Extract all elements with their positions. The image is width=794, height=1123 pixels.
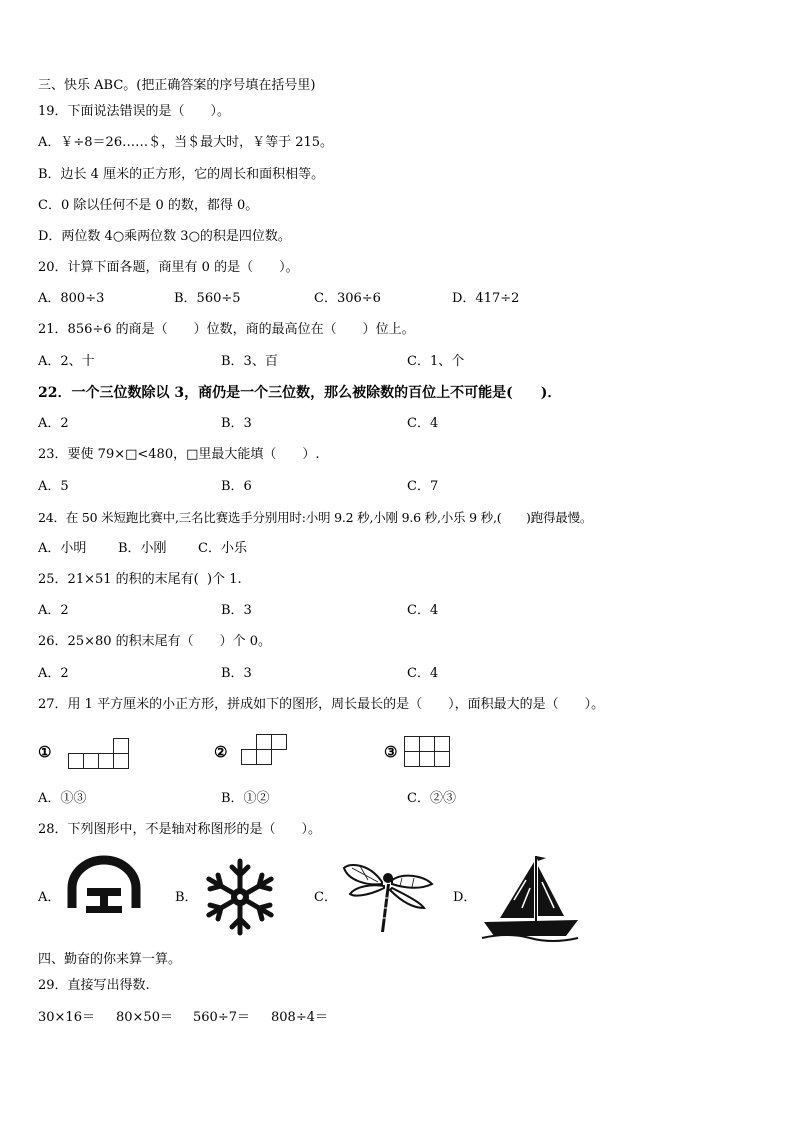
q27-option-c: C．②③ (407, 791, 456, 806)
q27-figure-3 (403, 736, 453, 770)
sailboat-figure (478, 852, 582, 944)
q23-option-c: C．7 (407, 479, 439, 494)
q20-option-c: C．306÷6 (314, 291, 381, 306)
railway-logo-figure (64, 858, 144, 914)
q25-option-c: C．4 (407, 603, 439, 618)
q19-option-c: C．0 除以任何不是 0 的数，都得 0。 (38, 198, 259, 213)
q22-option-b: B．3 (221, 416, 252, 431)
q28-stem: 28．下列图形中，不是轴对称图形的是（ ）。 (38, 822, 322, 837)
q27-figure-1 (68, 737, 132, 769)
dragonfly-figure (342, 858, 436, 936)
section-4-title: 四、勤奋的你来算一算。 (38, 952, 182, 967)
q25-stem: 25．21×51 的积的末尾有( )个 1. (38, 572, 242, 587)
q22-option-a: A．2 (38, 416, 69, 431)
q20-stem: 20．计算下面各题，商里有 0 的是（ ）。 (38, 260, 299, 275)
q29-item-4: 808÷4＝ (271, 1010, 328, 1025)
q19-option-b: B．边长 4 厘米的正方形，它的周长和面积相等。 (38, 167, 325, 182)
q19-option-d: D．两位数 4○乘两位数 3○的积是四位数。 (38, 229, 291, 244)
q21-option-c: C．1、个 (407, 354, 465, 369)
q19-stem: 19．下面说法错误的是（ ）。 (38, 104, 231, 119)
q27-option-b: B．①② (221, 791, 270, 806)
q19-option-a: A．￥÷8＝26……＄，当＄最大时，￥等于 215。 (38, 135, 334, 150)
q28-label-b: B． (175, 890, 198, 905)
q28-label-d: D． (453, 890, 477, 905)
q27-option-a: A．①③ (38, 791, 87, 806)
q23-option-a: A．5 (38, 479, 69, 494)
q21-stem: 21．856÷6 的商是（ ）位数，商的最高位在（ ）位上。 (38, 322, 415, 337)
q29-item-3: 560÷7＝ (193, 1010, 250, 1025)
q28-label-a: A． (38, 890, 61, 905)
q27-figure-2-label: ② (214, 743, 228, 761)
q21-option-a: A．2、十 (38, 354, 95, 369)
q26-option-c: C．4 (407, 666, 439, 681)
q27-figure-1-label: ① (38, 743, 52, 761)
q24-option-c: C．小乐 (198, 541, 247, 556)
q21-option-b: B．3、百 (221, 354, 278, 369)
q28-label-c: C． (314, 890, 337, 905)
q24-option-a: A．小明 (38, 541, 87, 556)
q20-option-b: B．560÷5 (174, 291, 241, 306)
q24-option-b: B．小刚 (118, 541, 167, 556)
q26-stem: 26．25×80 的积末尾有（ ）个 0。 (38, 634, 272, 649)
q29-stem: 29．直接写出得数. (38, 978, 150, 993)
q22-stem: 22．一个三位数除以 3，商仍是一个三位数，那么被除数的百位上不可能是( )． (38, 385, 562, 401)
q20-option-a: A．800÷3 (38, 291, 105, 306)
section-3-title: 三、快乐 ABC。(把正确答案的序号填在括号里) (38, 78, 316, 93)
q22-option-c: C．4 (407, 416, 439, 431)
q29-item-1: 30×16＝ (38, 1010, 95, 1025)
q24-stem: 24．在 50 米短跑比赛中,三名比赛选手分别用时:小明 9.2 秒,小刚 9.6 秒,小乐 9 秒,( )跑得最慢。 (38, 510, 593, 525)
q29-item-2: 80×50＝ (116, 1010, 173, 1025)
q25-option-b: B．3 (221, 603, 252, 618)
q23-stem: 23．要使 79×□<480，□里最大能填（ ）. (38, 447, 320, 462)
q20-option-d: D．417÷2 (452, 291, 520, 306)
q25-option-a: A．2 (38, 603, 69, 618)
q26-option-b: B．3 (221, 666, 252, 681)
q27-figure-3-label: ③ (384, 743, 398, 761)
q26-option-a: A．2 (38, 666, 69, 681)
q27-figure-2 (240, 734, 290, 768)
q27-stem: 27．用 1 平方厘米的小正方形，拼成如下的图形，周长最长的是（ ），面积最大的是（ ）。 (38, 697, 605, 712)
snowflake-figure (201, 856, 279, 938)
q23-option-b: B．6 (221, 479, 252, 494)
